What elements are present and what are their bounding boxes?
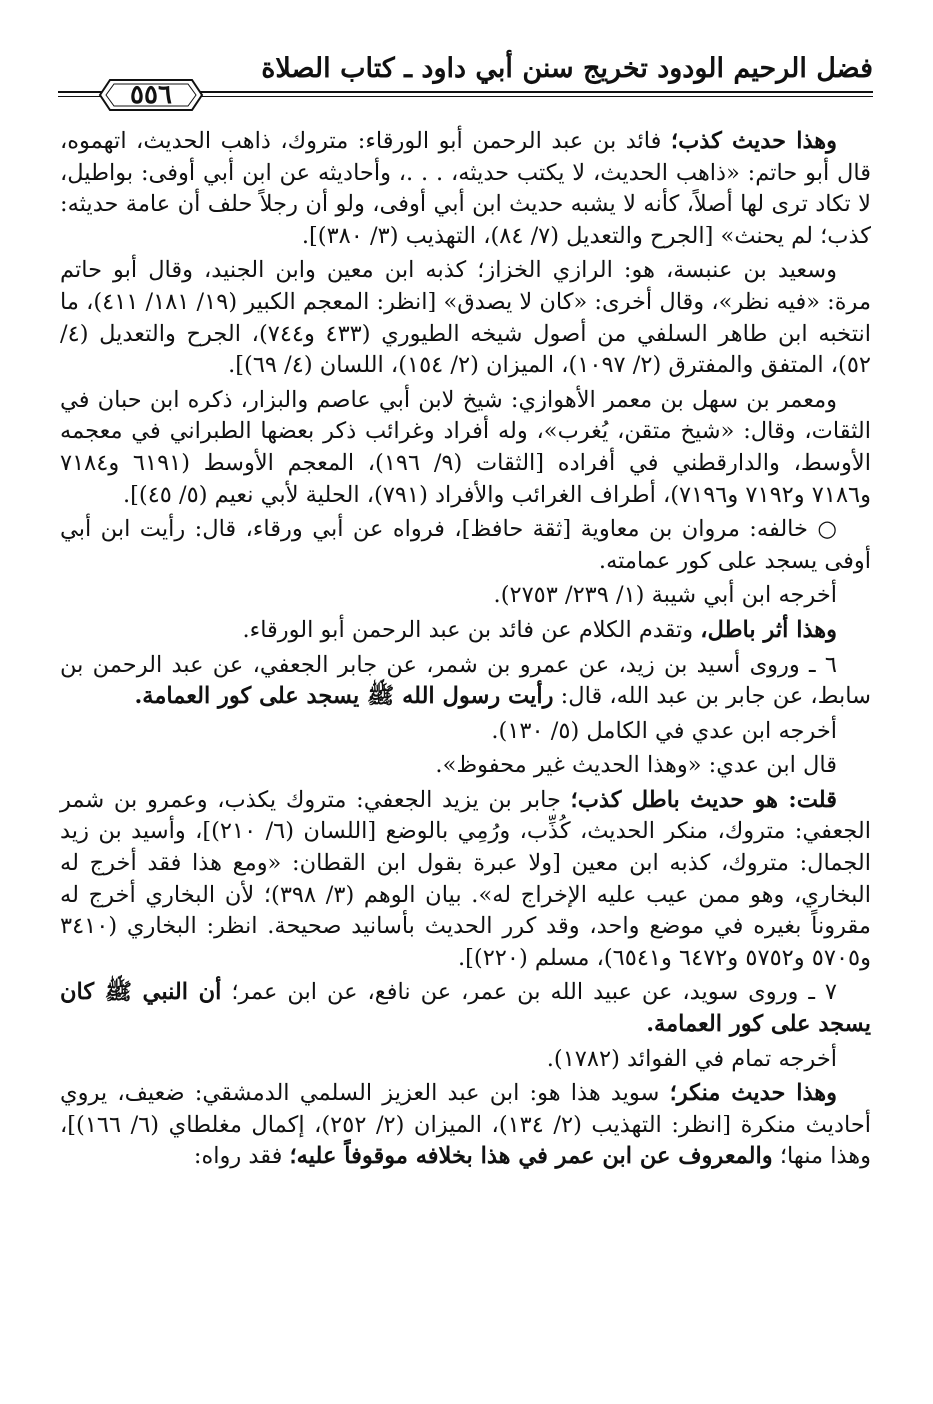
paragraph-4 (60, 514, 871, 577)
text-run: ٧ ـ وروى سويد، عن عبيد الله بن عمر، عن نافع، عن ابن عمر؛ (221, 979, 837, 1006)
bold-phrase: قلت: هو حديث باطل كذب؛ (570, 786, 837, 813)
paragraph-2 (60, 255, 871, 381)
bold-phrase: وهذا أثر باطل، (700, 616, 837, 643)
paragraph-1 (60, 126, 871, 252)
text-run: أخرجه ابن عدي في الكامل (٥/ ١٣٠). (491, 717, 837, 744)
paragraph-13 (60, 1078, 871, 1173)
paragraph-5 (60, 580, 871, 612)
page-number-frame (96, 76, 206, 114)
paragraph-10 (60, 785, 871, 975)
paragraph-8 (60, 716, 871, 748)
text-run: سويد هذا هو: ابن عبد العزيز السلمي الدمشقي: ضعيف، يروي أحاديث منكرة [انظر: التهذيب (٢/ ١٣٤)، الميزان (٢/ ٢٥٢)، إكمال مغلطاي (٦/ ١٦٦)]، وهذا منها؛ (60, 1080, 871, 1170)
text-run: فقد رواه: (193, 1143, 290, 1170)
paragraph-7 (60, 650, 871, 713)
bold-phrase: والمعروف عن ابن عمر في هذا بخلافه موقوفاً عليه؛ (289, 1143, 773, 1170)
page-body (60, 126, 871, 1176)
bold-phrase: أن النبي ﷺ كان يسجد على كور العمامة. (60, 979, 871, 1038)
text-run: وتقدم الكلام عن فائد بن عبد الرحمن أبو الورقاء. (242, 616, 701, 643)
paragraph-3 (60, 385, 871, 511)
text-run: أخرجه تمام في الفوائد (١٧٨٢). (546, 1045, 837, 1072)
header-title: فضل الرحيم الودود تخريج سنن أبي داود ـ كتاب الصلاة (261, 53, 873, 84)
text-run: ومعمر بن سهل بن معمر الأهوازي: شيخ لابن أبي عاصم والبزار، ذكره ابن حبان في الثقات، وقال: «شيخ متقن، يُغرب»، وله أفراد وغرائب ذكر بعضها الطبراني في معجمه الأوسط، والدارقطني في أفراده [الثقات (٩/ ١٩٦)، المعجم الأوسط (٦١٩١ و٧١٨٤ و٧١٨٦ و٧١٩٢ و٧١٩٦)، أطراف الغرائب والأفراد (٧٩١)، الحلية لأبي نعيم (٥/ ٤٥)]. (60, 386, 871, 508)
bold-phrase: وهذا حديث منكر؛ (669, 1080, 837, 1107)
paragraph-9 (60, 750, 871, 782)
text-run: ٦ ـ وروى أسيد بن زيد، عن عمرو بن شمر، عن جابر الجعفي، عن عبد الرحمن بن سابط، عن جابر بن عبد الله، قال: (60, 651, 871, 710)
text-run: قال ابن عدي: «وهذا الحديث غير محفوظ». (435, 752, 837, 779)
bold-phrase: وهذا حديث كذب؛ (670, 128, 837, 154)
bold-phrase: رأيت رسول الله ﷺ يسجد على كور العمامة. (134, 683, 554, 710)
text-run: أخرجه ابن أبي شيبة (١/ ٢٣٩/ ٢٧٥٣). (493, 582, 837, 609)
text-run: فائد بن عبد الرحمن أبو الورقاء: متروك، ذاهب الحديث، اتهموه، قال أبو حاتم: «ذاهب الحديث، لا يكتب حديثه، . . .، وأحاديثه عن ابن أبي أوفى: بواطيل، لا تكاد ترى لها أصلاً، كأنه لا يشبه حديث ابن أبي أوفى، ولو أن رجلاً حلف أن عامة حديثه: كذب؛ لم يحنث» [الجرح والتعديل (٧/ ٨٤)، التهذيب (٣/ ٣٨٠)]. (60, 128, 871, 249)
paragraph-12 (60, 1044, 871, 1076)
text-run: وسعيد بن عنبسة، هو: الرازي الخزاز؛ كذبه ابن معين وابن الجنيد، وقال أبو حاتم مرة: «فيه نظر»، وقال أخرى: «كان لا يصدق» [انظر: المعجم الكبير (١٩/ ١٨١/ ٤١١)، ما انتخبه ابن طاهر السلفي من أصول شيخه الطيوري (٤٣٣ و٧٤٤)، الجرح والتعديل (٤/ ٥٢)، المتفق والمفترق (٢/ ١٠٩٧)، الميزان (٢/ ١٥٤)، اللسان (٤/ ٦٩)]. (60, 257, 872, 379)
paragraph-11 (60, 977, 871, 1040)
paragraph-6 (60, 615, 871, 647)
text-run: ○ خالفه: مروان بن معاوية [ثقة حافظ]، فرواه عن أبي ورقاء، قال: رأيت ابن أبي أوفى يسجد على كور عمامته. (60, 516, 871, 574)
page-number: ٥٥٦ (130, 80, 172, 110)
text-run: جابر بن يزيد الجعفي: متروك يكذب، وعمرو بن شمر الجعفي: متروك، منكر الحديث، كُذِّب، ورُمِي بالوضع [اللسان (٦/ ٢١٠)]، وأسيد بن زيد الجمال: متروك، كذبه ابن معين [ولا عبرة بقول ابن القطان: «ومع هذا فقد أخرج له البخاري، وهو ممن عيب عليه الإخراج له». بيان الوهم (٣/ ٣٩٨)؛ لأن البخاري أخرج له مقروناً بغيره في موضع واحد، وقد كرر الحديث بأسانيد صحيحة. انظر: البخاري (٣٤١٠ و٥٧٠٥ و٥٧٥٢ و٦٤٧٢ و٦٥٤١)، مسلم (٢٢٠)]. (60, 786, 872, 971)
